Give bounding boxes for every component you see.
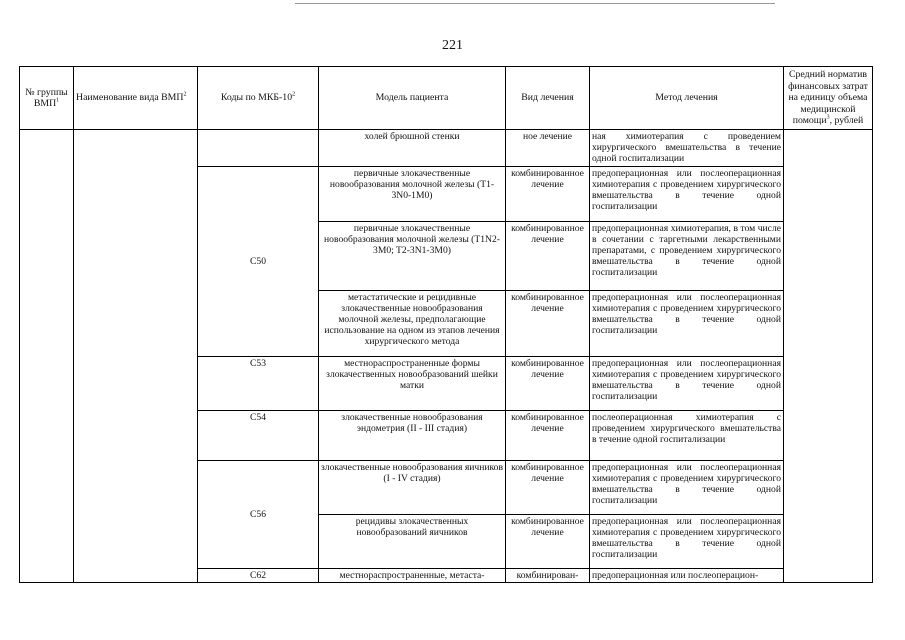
patient-model-cell: злокачественные новообразования яичников (I - IV стадия) [319, 461, 506, 515]
treatment-type-cell: комбинированное лечение [506, 515, 590, 569]
icd-code-cell: C56 [198, 461, 319, 569]
patient-model-cell: метастатические и рецидивные злокачественные новообразования молочной железы, предполагающие использование на одном из этапов лечения хирургического метода [319, 291, 506, 357]
treatment-method-cell: предоперационная или послеоперационная химиотерапия с проведением хирургического вмешательства в течение одной госпитализации [590, 515, 784, 569]
treatment-table [19, 66, 873, 583]
treatment-method-cell: предоперационная или послеоперационная химиотерапия с проведением хирургического вмешательства в течение одной госпитализации [590, 357, 784, 411]
treatment-method-cell: ная химиотерапия с проведением хирургического вмешательства в течение одной госпитализации [590, 130, 784, 167]
treatment-method-cell: предоперационная или послеоперационная химиотерапия с проведением хирургического вмешательства в течение одной госпитализации [590, 167, 784, 222]
vmp-name-cell [74, 130, 198, 583]
treatment-method-cell: предоперационная или послеоперацион- [590, 569, 784, 583]
header-vmp-name: Наименование вида ВМП$^2$ [74, 67, 198, 130]
treatment-type-cell: комбинированное лечение [506, 357, 590, 411]
header-treatment-type: Вид лечения [506, 67, 590, 130]
treatment-type-cell: ное лечение [506, 130, 590, 167]
icd-code-cell: C50 [198, 167, 319, 357]
header-treatment-method: Метод лечения [590, 67, 784, 130]
top-rule [255, 3, 775, 4]
icd-code-cell [198, 130, 319, 167]
top-rule-gap [255, 3, 295, 5]
icd-code-cell: C53 [198, 357, 319, 411]
header-cost-norm: Средний норматив финансовых затрат на единицу объема медицинской помощи$^3$, рублей [784, 67, 873, 130]
treatment-type-cell: комбинированное лечение [506, 461, 590, 515]
patient-model-cell: местнораспространенные, метаста- [319, 569, 506, 583]
patient-model-cell: рецидивы злокачественных новообразований яичников [319, 515, 506, 569]
cost-norm-cell [784, 130, 873, 583]
header-group-number: № группы ВМП$^1$ [20, 67, 74, 130]
treatment-type-cell: комбинированное лечение [506, 222, 590, 291]
table-row [20, 130, 873, 167]
patient-model-cell: первичные злокачественные новообразования молочной железы (T1-3N0-1M0) [319, 167, 506, 222]
group-number-cell [20, 130, 74, 583]
treatment-type-cell: комбинированное лечение [506, 291, 590, 357]
treatment-type-cell: комбинирован- [506, 569, 590, 583]
treatment-method-cell: послеоперационная химиотерапия с проведением хирургического вмешательства в течение одной госпитализации [590, 411, 784, 461]
header-patient-model: Модель пациента [319, 67, 506, 130]
patient-model-cell: злокачественные новообразования эндометрия (II - III стадия) [319, 411, 506, 461]
icd-code-cell: C62 [198, 569, 319, 583]
treatment-method-cell: предоперационная или послеоперационная химиотерапия с проведением хирургического вмешательства в течение одной госпитализации [590, 461, 784, 515]
treatment-method-cell: предоперационная или послеоперационная химиотерапия с проведением хирургического вмешательства в течение одной госпитализации [590, 291, 784, 357]
treatment-type-cell: комбинированное лечение [506, 167, 590, 222]
page-number: 221 [442, 38, 463, 53]
table-header-row [20, 67, 873, 130]
patient-model-cell: холей брюшной стенки [319, 130, 506, 167]
header-icd-codes: Коды по МКБ-$10^2$ [198, 67, 319, 130]
patient-model-cell: местнораспространенные формы злокачественных новообразований шейки матки [319, 357, 506, 411]
icd-code-cell: C54 [198, 411, 319, 461]
treatment-method-cell: предоперационная химиотерапия, в том числе в сочетании с таргетными лекарственными препаратами, с проведением хирургического вмешательства в течение одной госпитализации [590, 222, 784, 291]
patient-model-cell: первичные злокачественные новообразования молочной железы (T1N2-3M0; T2-3N1-3M0) [319, 222, 506, 291]
treatment-type-cell: комбинированное лечение [506, 411, 590, 461]
